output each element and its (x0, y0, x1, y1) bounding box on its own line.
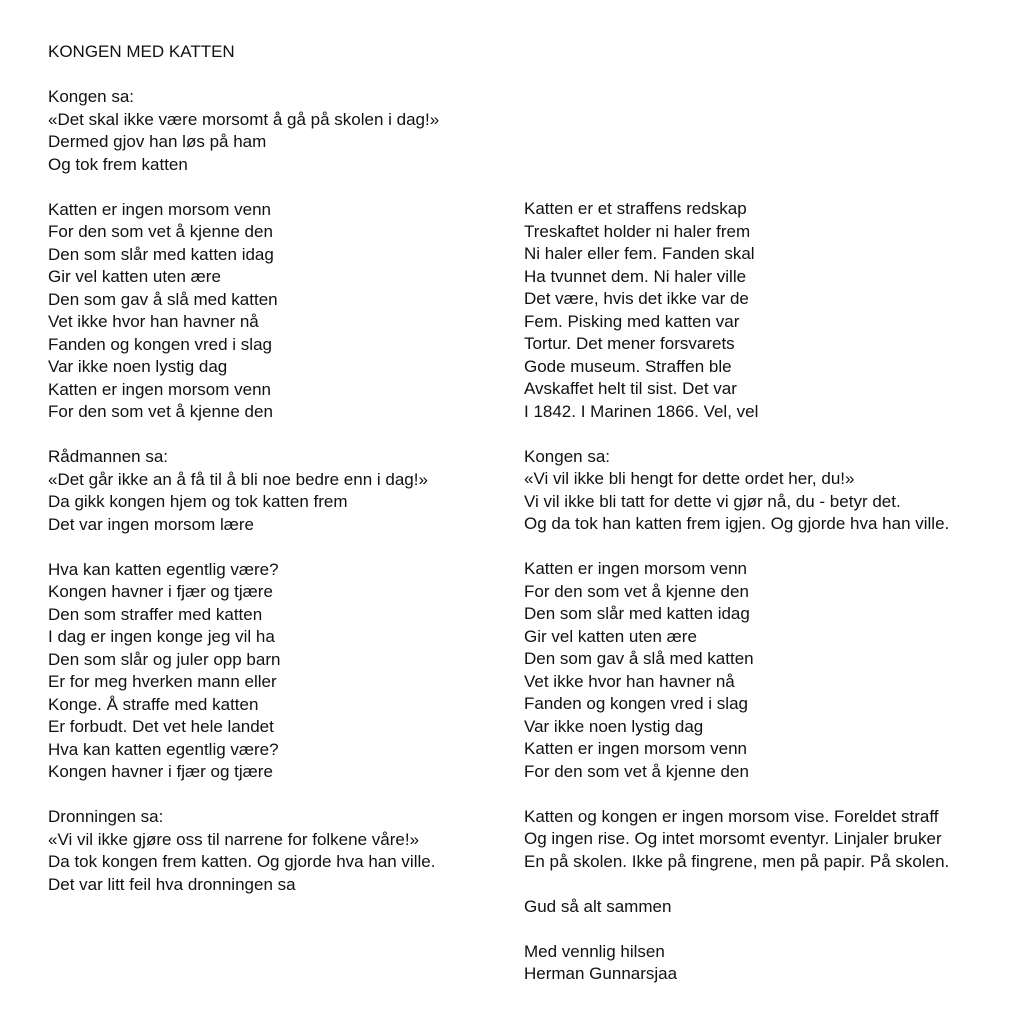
poem-title: KONGEN MED KATTEN (48, 42, 235, 61)
poem-line: Gode museum. Straffen ble (524, 356, 732, 376)
poem-line: Var ikke noen lystig dag (48, 357, 228, 376)
poem-line: Katten er ingen morsom venn (524, 559, 748, 578)
poem-line: I 1842. I Marinen 1866. Vel, vel (524, 401, 759, 421)
poem-line: Katten er et straffens redskap (524, 199, 747, 218)
poem-line: Katten er ingen morsom venn (524, 739, 748, 758)
poem-line: Vet ikke hvor han havner nå (48, 312, 259, 331)
poem-line: Avskaffet helt til sist. Det var (524, 379, 737, 398)
poem-line: Hva kan katten egentlig være? (48, 559, 279, 579)
right-column (524, 198, 1004, 1008)
poem-line: Katten er ingen morsom venn (48, 199, 272, 219)
poem-line: Kongen sa: (48, 87, 135, 106)
stanza-closing (524, 806, 1004, 874)
poem-line: Var ikke noen lystig dag (524, 716, 704, 736)
poem-line: Den som slår og juler opp barn (48, 649, 281, 669)
stanza-instrument-of-punishment (524, 198, 1004, 423)
poem-line: Dermed gjov han løs på ham (48, 132, 267, 151)
poem-line: Treskaftet holder ni haler frem (524, 221, 751, 241)
poem-line: Den som gav å slå med katten (524, 649, 754, 668)
poem-line: Den som slår med katten idag (524, 604, 750, 623)
poem-line: Det være, hvis det ikke var de (524, 289, 749, 308)
poem-line: Den som straffer med katten (48, 604, 263, 624)
poem-line: I dag er ingen konge jeg vil ha (48, 627, 275, 646)
poem-line: Det var ingen morsom lære (48, 514, 254, 534)
poem-line: En på skolen. Ikke på fingrene, men på papir. På skolen. (524, 851, 950, 871)
stanza-refrain (48, 199, 508, 424)
poem-line: Gir vel katten uten ære (524, 626, 697, 646)
signature-block (524, 941, 1004, 986)
poem-line: Vet ikke hvor han havner nå (524, 671, 735, 691)
stanza-king-speech (48, 86, 508, 176)
poem-line: For den som vet å kjenne den (48, 222, 273, 241)
poem-line: Ni haler eller fem. Fanden skal (524, 244, 755, 263)
stanza-councilman-speech (48, 446, 508, 536)
poem-line: Katten og kongen er ingen morsom vise. Foreldet straff (524, 806, 939, 826)
stanza-god-saw (524, 896, 1004, 919)
left-column (48, 86, 508, 919)
poem-line: «Det skal ikke være morsomt å gå på skolen i dag!» (48, 109, 440, 129)
stanza-what-is-the-cat (48, 559, 508, 784)
poem-line: Fanden og kongen vred i slag (48, 334, 272, 354)
poem-line: Er forbudt. Det vet hele landet (48, 717, 274, 736)
poem-line: Det var litt feil hva dronningen sa (48, 874, 296, 894)
poem-line: Ha tvunnet dem. Ni haler ville (524, 266, 747, 286)
poem-line: «Det går ikke an å få til å bli noe bedre enn i dag!» (48, 469, 428, 489)
poem-line: Dronningen sa: (48, 807, 164, 826)
poem-line: Er for meg hverken mann eller (48, 672, 277, 691)
poem-line: Katten er ingen morsom venn (48, 379, 272, 399)
stanza-refrain-2 (524, 558, 1004, 783)
poem-line: For den som vet å kjenne den (48, 402, 273, 421)
poem-line: Kongen havner i fjær og tjære (48, 762, 273, 781)
poem-line: For den som vet å kjenne den (524, 581, 749, 601)
poem-line: Og tok frem katten (48, 154, 188, 174)
author-name: Herman Gunnarsjaa (524, 964, 678, 983)
poem-line: Og ingen rise. Og intet morsomt eventyr. Linjaler bruker (524, 829, 942, 848)
poem-line: Kongen sa: (524, 446, 611, 466)
stanza-queen-speech (48, 806, 508, 896)
poem-line: «Vi vil ikke bli hengt for dette ordet her, du!» (524, 469, 855, 488)
poem-line: For den som vet å kjenne den (524, 761, 749, 781)
poem-line: Gir vel katten uten ære (48, 267, 221, 286)
poem-line: Hva kan katten egentlig være? (48, 739, 279, 759)
poem-line: Den som slår med katten idag (48, 244, 274, 264)
poem-line: «Vi vil ikke gjøre oss til narrene for folkene våre!» (48, 829, 420, 849)
poem-line: Kongen havner i fjær og tjære (48, 582, 273, 601)
poem-line: Konge. Å straffe med katten (48, 694, 259, 714)
poem-line: Da gikk kongen hjem og tok katten frem (48, 492, 348, 511)
poem-line: Rådmannen sa: (48, 447, 169, 466)
sign-off: Med vennlig hilsen (524, 941, 665, 961)
poem-line: Den som gav å slå med katten (48, 289, 278, 309)
poem-line: Tortur. Det mener forsvarets (524, 334, 735, 353)
poem-line: Fanden og kongen vred i slag (524, 694, 748, 713)
poem-line: Fem. Pisking med katten var (524, 311, 740, 331)
poem-line: Vi vil ikke bli tatt for dette vi gjør nå, du - betyr det. (524, 491, 901, 511)
poem-line: Og da tok han katten frem igjen. Og gjorde hva han ville. (524, 514, 950, 533)
poem-line: Gud så alt sammen (524, 896, 672, 916)
poem-line: Da tok kongen frem katten. Og gjorde hva han ville. (48, 852, 436, 871)
stanza-king-speech-2 (524, 446, 1004, 536)
